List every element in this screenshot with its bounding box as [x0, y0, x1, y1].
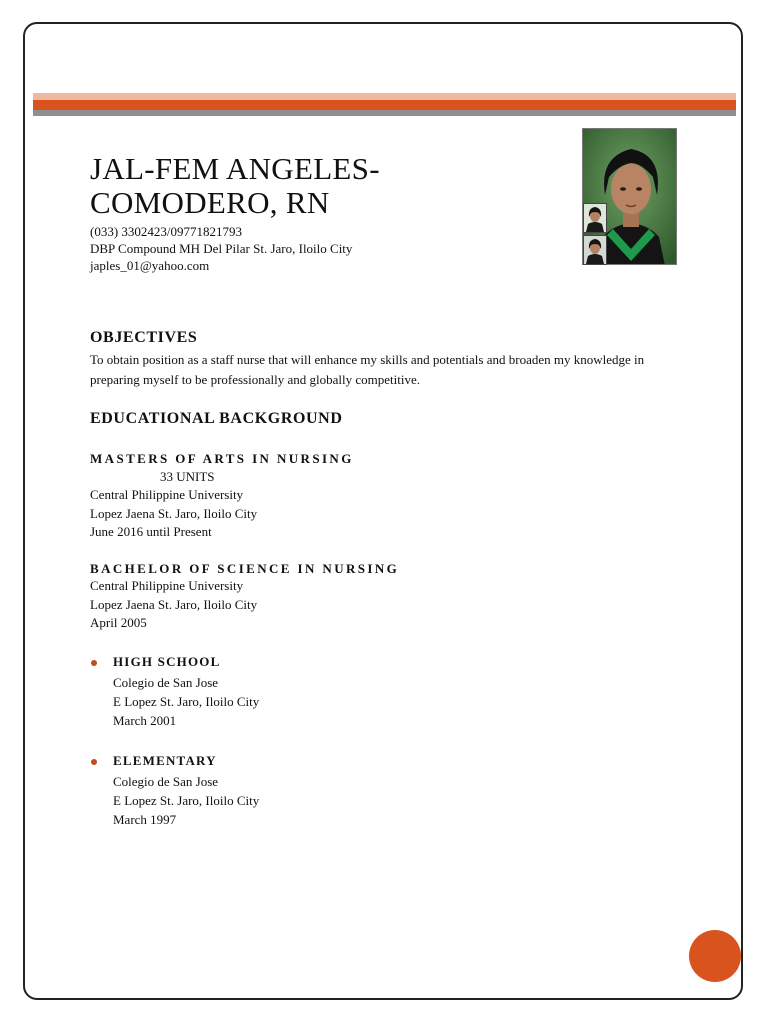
high-school-name: Colegio de San Jose [113, 675, 219, 690]
masters-details [90, 486, 257, 542]
photo-thumbnail [583, 235, 607, 265]
bachelor-date: April 2005 [90, 615, 147, 631]
elementary-details [113, 772, 259, 829]
objectives-title: OBJECTIVES [90, 329, 198, 346]
elementary-date: March 1997 [113, 812, 177, 827]
masters-units: 33 UNITS [160, 469, 215, 484]
bachelor-school: Central Philippine University [90, 578, 244, 593]
phone-number: (033) 3302423/09771821793 [90, 224, 243, 239]
bachelor-address: Lopez Jaena St. Jaro, Iloilo City [90, 596, 258, 612]
corner-decoration-circle [689, 930, 741, 982]
high-school-address: E Lopez St. Jaro, Iloilo City [113, 694, 260, 709]
masters-school: Central Philippine University [90, 487, 244, 502]
bullet-icon [91, 759, 97, 765]
objectives-text: To obtain position as a staff nurse that will enhance my skills and potentials and broaden my knowledge in preparing myself to be professionally and globally competitive. [90, 352, 645, 387]
bachelor-title: BACHELOR OF SCIENCE IN NURSING [90, 561, 400, 576]
high-school-details [113, 673, 259, 730]
bachelor-details [90, 577, 257, 633]
masters-title: MASTERS OF ARTS IN NURSING [90, 451, 354, 466]
elementary-title: ELEMENTARY [113, 753, 217, 768]
header-band-accent [33, 100, 736, 110]
bullet-icon [91, 660, 97, 666]
masters-date: June 2016 until Present [90, 524, 212, 540]
header-band-light [33, 93, 736, 100]
high-school-title: HIGH SCHOOL [113, 654, 221, 669]
contact-block [90, 223, 352, 274]
applicant-name: JAL-FEM ANGELES-COMODERO, RN [90, 151, 380, 220]
header-band-grey [33, 110, 736, 116]
elementary-address: E Lopez St. Jaro, Iloilo City [113, 793, 260, 808]
elementary-school: Colegio de San Jose [113, 774, 219, 789]
high-school-date: March 2001 [113, 713, 177, 728]
photo-thumbnail [583, 203, 607, 233]
masters-address: Lopez Jaena St. Jaro, Iloilo City [90, 505, 258, 521]
education-title: EDUCATIONAL BACKGROUND [90, 410, 343, 427]
home-address: DBP Compound MH Del Pilar St. Jaro, Iloilo City [90, 241, 353, 256]
email-address: japles_01@yahoo.com [90, 258, 210, 273]
